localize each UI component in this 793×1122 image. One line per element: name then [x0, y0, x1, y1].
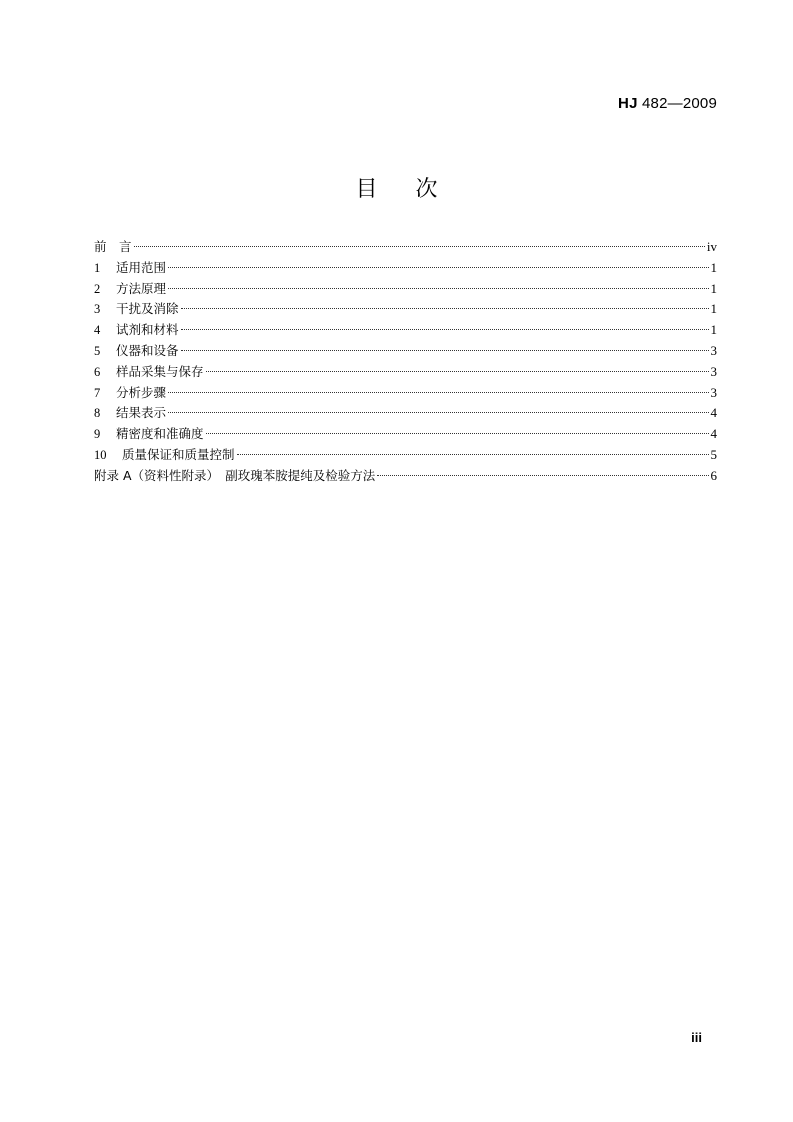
toc-entry-number: 4: [94, 323, 101, 338]
toc-entry-page: 1: [710, 259, 717, 275]
toc-entry-page: 3: [710, 342, 717, 358]
dot-leader: [206, 433, 709, 434]
toc-entry-number: 9: [94, 427, 101, 442]
dot-leader: [168, 392, 708, 393]
standard-number: 482—2009: [642, 95, 717, 112]
toc-entry-appendix-a[interactable]: [94, 466, 717, 487]
toc-entry-page: 1: [710, 322, 717, 338]
dot-leader: [237, 454, 709, 455]
toc-entry-10[interactable]: [94, 445, 717, 466]
toc-entry-label: 10 质量保证和质量控制: [94, 445, 235, 466]
toc-entry-1[interactable]: [94, 258, 717, 279]
toc-entry-page: 1: [710, 301, 717, 317]
toc-entry-number: 2: [94, 281, 101, 296]
toc-entry-label: 4 试剂和材料: [94, 320, 179, 341]
toc-entry-number: 3: [94, 302, 101, 317]
toc-entry-number: 1: [94, 260, 101, 275]
toc-entry-4[interactable]: [94, 320, 717, 341]
toc-entry-page: 3: [710, 363, 717, 379]
dot-leader: [168, 412, 708, 413]
toc-entry-number: 7: [94, 385, 101, 400]
toc-title: 目次: [355, 177, 476, 202]
toc-entry-page: 1: [710, 280, 717, 296]
toc-entry-label: 2 方法原理: [94, 279, 166, 300]
toc-entry-page: 4: [710, 405, 717, 421]
toc-entry-6[interactable]: [94, 362, 717, 383]
dot-leader: [181, 329, 709, 330]
toc-entry-8[interactable]: [94, 403, 717, 424]
toc-entry-page: 6: [710, 467, 717, 483]
table-of-contents: [94, 237, 717, 487]
dot-leader: [168, 267, 708, 268]
dot-leader: [181, 350, 709, 351]
toc-entry-label: 1 适用范围: [94, 258, 166, 279]
toc-entry-3[interactable]: [94, 299, 717, 320]
toc-entry-label: 8 结果表示: [94, 403, 166, 424]
toc-entry-9[interactable]: [94, 424, 717, 445]
toc-entry-number: 10: [94, 447, 107, 462]
document-code: [618, 95, 717, 112]
page-number: iii: [691, 1030, 702, 1045]
toc-entry-page: 4: [710, 426, 717, 442]
toc-entry-label: 前 言: [94, 239, 132, 254]
toc-entry-label: 5 仪器和设备: [94, 341, 179, 362]
dot-leader: [377, 475, 708, 476]
toc-entry-number: 5: [94, 343, 101, 358]
standard-code: HJ: [618, 95, 638, 112]
toc-entry-7[interactable]: [94, 383, 717, 404]
toc-entry-number: 8: [94, 406, 101, 421]
toc-entry-label: 9 精密度和准确度: [94, 424, 204, 445]
toc-entry-number: 6: [94, 364, 101, 379]
toc-entry-page: 5: [710, 446, 717, 462]
toc-entry-2[interactable]: [94, 279, 717, 300]
dot-leader: [181, 308, 709, 309]
toc-entry-label: 附录 A（资料性附录） 副玫瑰苯胺提纯及检验方法: [94, 467, 376, 483]
toc-entry-label: 3 干扰及消除: [94, 299, 179, 320]
toc-entry-label: 6 样品采集与保存: [94, 362, 204, 383]
toc-entry-5[interactable]: [94, 341, 717, 362]
dot-leader: [168, 288, 708, 289]
dot-leader: [206, 371, 709, 372]
toc-entry-label: 7 分析步骤: [94, 383, 166, 404]
toc-entry-page: iv: [706, 239, 717, 254]
toc-entry-page: 3: [710, 384, 717, 400]
dot-leader: [134, 246, 705, 247]
toc-entry-foreword[interactable]: [94, 237, 717, 258]
